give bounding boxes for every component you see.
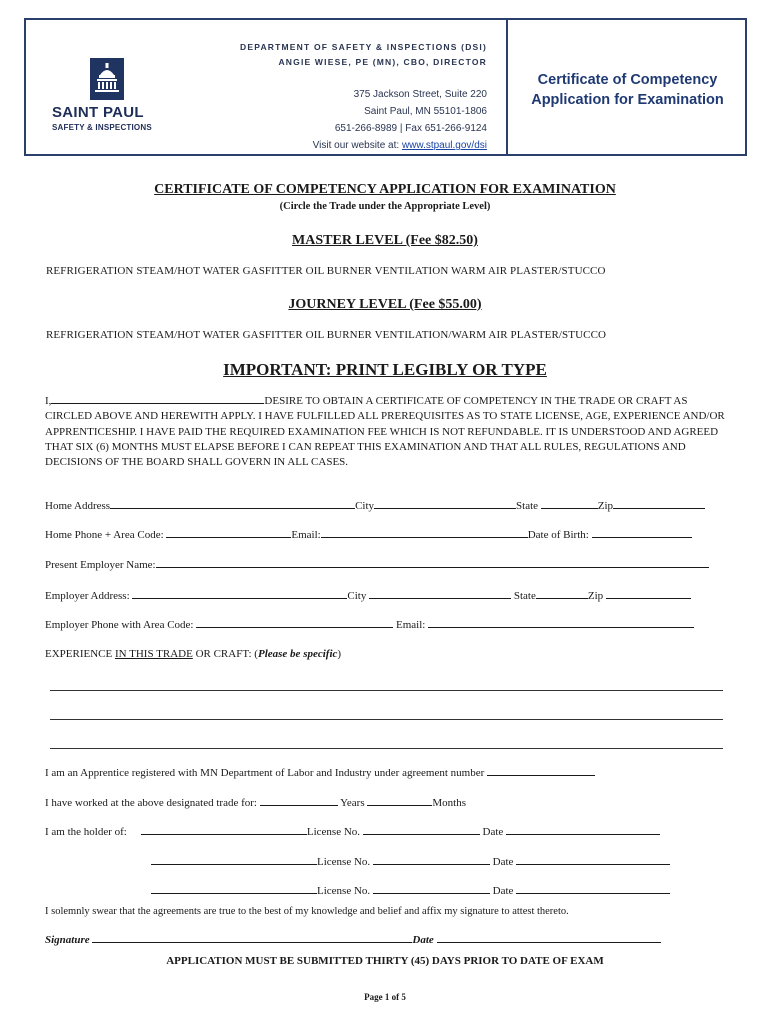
submission-deadline-note: APPLICATION MUST BE SUBMITTED THIRTY (45) DAYS PRIOR TO DATE OF EXAM — [166, 955, 604, 967]
license-date-label-1: Date — [482, 826, 504, 838]
signature-date-field[interactable] — [437, 933, 661, 943]
oath-statement: I solemnly swear that the agreements are true to the best of my knowledge and belief and affix my signature to attest thereto. — [45, 906, 569, 917]
journey-trades[interactable]: REFRIGERATION STEAM/HOT WATER GASFITTER OIL BURNER VENTILATION/WARM AIR PLASTER/STUCCO — [46, 329, 607, 341]
home-phone-field[interactable] — [166, 528, 291, 538]
email-label: Email: — [291, 529, 321, 541]
director-name: ANGIE WIESE, PE (MN), CBO, DIRECTOR — [278, 57, 487, 67]
employer-phone-row — [45, 618, 694, 631]
header-cert-title — [508, 70, 747, 110]
years-label: Years — [340, 797, 365, 809]
employer-phone-label: Employer Phone with Area Code: — [45, 619, 194, 631]
home-phone-label: Home Phone + Area Code: — [45, 529, 164, 541]
employer-email-label: Email: — [395, 619, 426, 631]
license-date-label-2: Date — [492, 856, 514, 868]
form-subtitle: (Circle the Trade under the Appropriate Level) — [279, 201, 491, 212]
declaration-paragraph — [45, 393, 725, 470]
form-title: CERTIFICATE OF COMPETENCY APPLICATION FOR EXAMINATION — [154, 182, 616, 197]
license-no-field-2[interactable] — [373, 855, 490, 865]
state-label: State — [516, 500, 539, 512]
zip-field[interactable] — [613, 499, 705, 509]
important-notice: IMPORTANT: PRINT LEGIBLY OR TYPE — [223, 360, 547, 379]
agreement-number-field[interactable] — [487, 766, 595, 776]
employer-state-label: State — [513, 590, 536, 602]
employer-name-field[interactable] — [156, 558, 709, 568]
journey-level-heading: JOURNEY LEVEL (Fee $55.00) — [288, 297, 482, 312]
experience-italic: Please be specific — [257, 648, 338, 660]
employer-city-label: City — [347, 590, 367, 602]
home-address-row — [45, 499, 705, 512]
page-number: Page 1 of 5 — [364, 992, 406, 1002]
worked-label: I have worked at the above designated trade for: — [45, 797, 257, 809]
experience-prefix: EXPERIENCE — [45, 648, 115, 660]
employer-city-field[interactable] — [369, 589, 511, 599]
letterhead — [24, 18, 747, 156]
employer-address-row — [45, 589, 691, 602]
employer-state-field[interactable] — [536, 589, 588, 599]
experience-line-2[interactable] — [50, 719, 723, 720]
license-date-field-2[interactable] — [516, 855, 670, 865]
state-field[interactable] — [541, 499, 598, 509]
license-date-label-3: Date — [492, 885, 514, 897]
website-link[interactable]: www.stpaul.gov/dsi — [401, 140, 487, 151]
months-label: Months — [432, 797, 466, 809]
employer-zip-field[interactable] — [606, 589, 691, 599]
experience-end: ) — [337, 648, 342, 660]
experience-row — [45, 648, 341, 660]
signature-row — [45, 933, 661, 946]
experience-mid: OR CRAFT: ( — [192, 648, 258, 660]
department-name: DEPARTMENT OF SAFETY & INSPECTIONS (DSI) — [240, 42, 487, 52]
org-subtitle: SAFETY & INSPECTIONS — [52, 123, 152, 132]
website-prefix: Visit our website at: — [312, 140, 402, 151]
dob-field[interactable] — [592, 528, 692, 538]
phone-fax: 651-266-8989 | Fax 651-266-9124 — [334, 123, 487, 134]
master-level-heading: MASTER LEVEL (Fee $82.50) — [292, 233, 478, 248]
holder-label: I am the holder of: — [45, 826, 127, 838]
experience-line-1[interactable] — [50, 690, 723, 691]
license-no-field-3[interactable] — [373, 884, 490, 894]
years-field[interactable] — [260, 796, 338, 806]
license-date-field-3[interactable] — [516, 884, 670, 894]
zip-label: Zip — [597, 500, 614, 512]
license-date-field-1[interactable] — [506, 825, 660, 835]
applicant-name-field[interactable] — [51, 393, 264, 404]
home-address-label: Home Address — [45, 500, 111, 512]
city-state-zip: Saint Paul, MN 55101-1806 — [364, 106, 487, 117]
apprentice-label: I am an Apprentice registered with MN Department of Labor and Industry under agreement number — [45, 767, 485, 779]
license-row-1 — [45, 825, 660, 838]
employer-address-field[interactable] — [132, 589, 347, 599]
capitol-logo-icon — [90, 58, 124, 100]
header-cert-title-line2: Application for Examination — [531, 92, 724, 108]
city-label: City — [355, 500, 375, 512]
employer-address-label: Employer Address: — [45, 590, 130, 602]
email-field[interactable] — [321, 528, 528, 538]
license-type-field-1[interactable] — [141, 825, 307, 835]
website-line — [313, 137, 487, 154]
months-field[interactable] — [367, 796, 432, 806]
license-type-field-2[interactable] — [151, 855, 317, 865]
experience-underlined: IN THIS TRADE — [114, 648, 193, 660]
employer-name-label: Present Employer Name: — [45, 559, 156, 571]
signature-field[interactable] — [92, 933, 412, 943]
license-no-field-1[interactable] — [363, 825, 480, 835]
city-field[interactable] — [374, 499, 516, 509]
declaration-start: I, — [45, 395, 52, 407]
apprentice-row — [45, 766, 595, 779]
org-name: SAINT PAUL — [52, 104, 144, 121]
header-cert-title-line1: Certificate of Competency — [537, 72, 718, 88]
worked-row — [45, 796, 466, 809]
signature-label: Signature — [45, 934, 90, 946]
employer-email-field[interactable] — [428, 618, 694, 628]
declaration-text: DESIRE TO OBTAIN A CERTIFICATE OF COMPETENCY IN THE TRADE OR CRAFT AS CIRCLED ABOVE AND HEREWITH APPLY. I HAVE FULFILLED ALL PREREQUISITES AS TO STATE LICENSE, AGE, EXPERIENCE AND/OR APPRENTICESHIP. I HAVE PAID THE REQUIRED EXAMINATION FEE WHICH IS NOT REFUNDABLE. IT IS UNDERSTOOD AND AGREED THAT SIX (6) MONTHS MUST ELAPSE BEFORE I CAN REPEAT THIS EXAMINATION AND THAT ALL RULES, REGULATIONS AND DECISIONS OF THE BOARD SHALL GOVERN IN ALL CASES. — [45, 395, 725, 469]
license-row-3 — [151, 884, 670, 897]
signature-date-label: Date — [412, 934, 434, 946]
department-block — [240, 40, 487, 70]
home-phone-row — [45, 528, 692, 541]
license-no-label-2: License No. — [317, 856, 371, 868]
master-trades[interactable]: REFRIGERATION STEAM/HOT WATER GASFITTER OIL BURNER VENTILATION WARM AIR PLASTER/STUCCO — [46, 265, 606, 277]
street-address: 375 Jackson Street, Suite 220 — [353, 89, 487, 100]
license-type-field-3[interactable] — [151, 884, 317, 894]
employer-name-row — [45, 558, 709, 571]
employer-zip-label: Zip — [587, 590, 604, 602]
license-no-label-3: License No. — [317, 885, 371, 897]
license-no-label-1: License No. — [306, 826, 361, 838]
home-address-field[interactable] — [110, 499, 355, 509]
employer-phone-field[interactable] — [196, 618, 393, 628]
dob-label: Date of Birth: — [527, 529, 589, 541]
license-row-2 — [151, 855, 670, 868]
contact-block — [313, 86, 487, 154]
experience-line-3[interactable] — [50, 748, 723, 749]
